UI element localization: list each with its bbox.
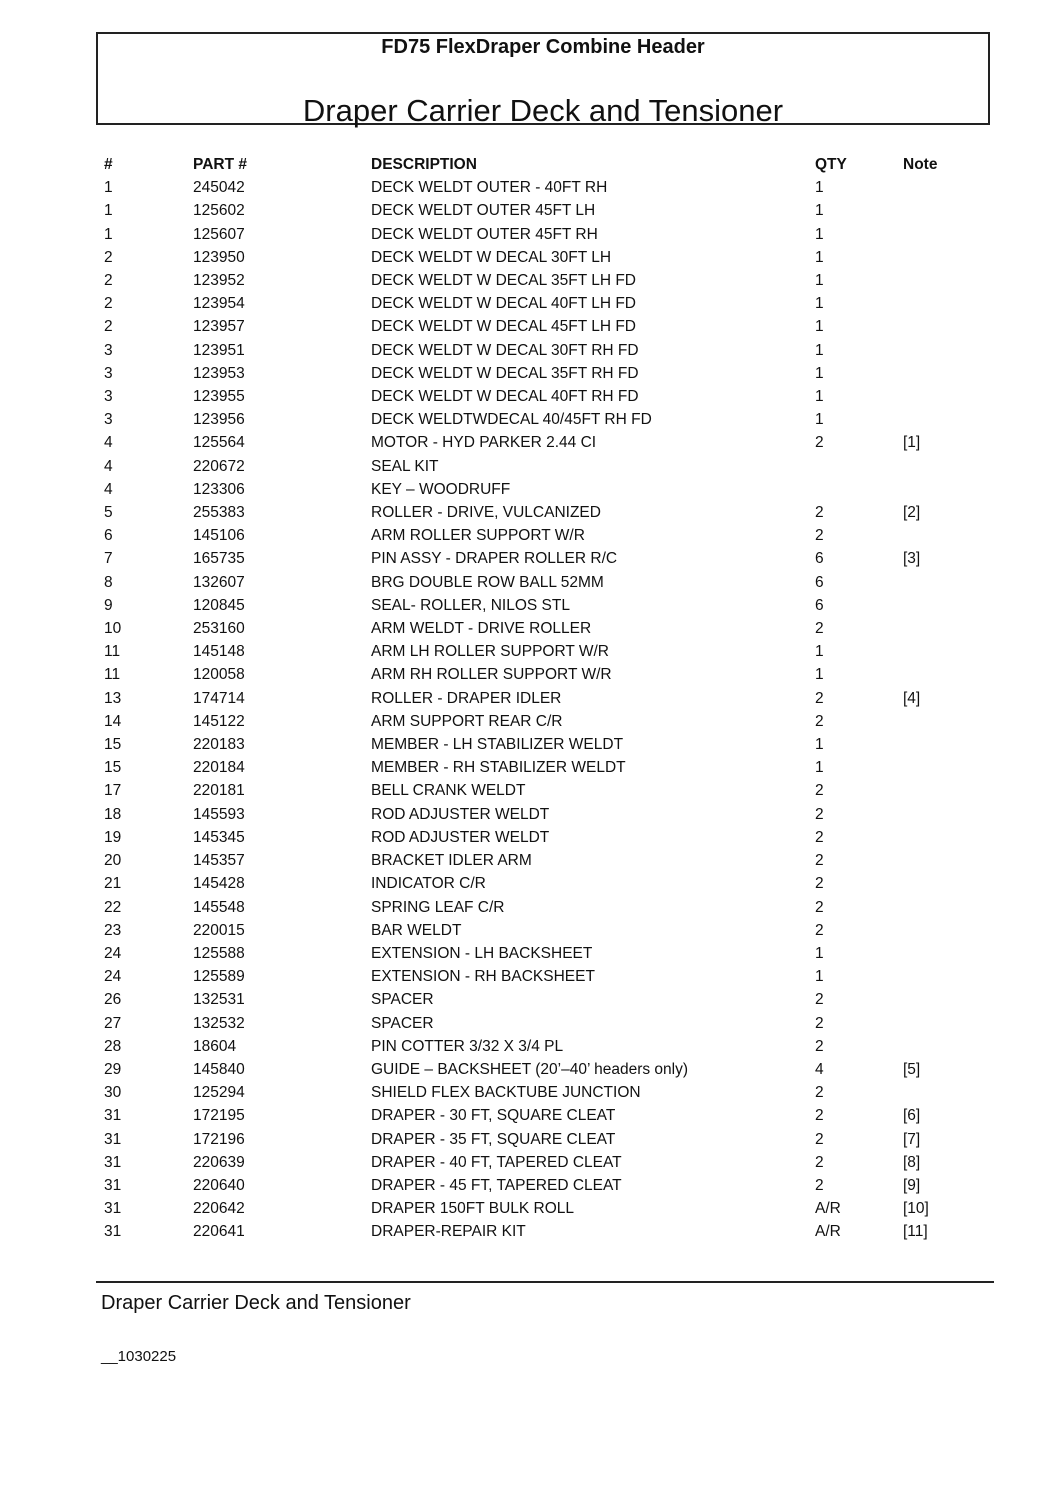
table-row [104,339,964,362]
table-row [104,315,964,338]
cell-part-number: 220181 [193,782,245,800]
cell-number: 4 [104,480,113,498]
cell-description: DRAPER - 35 FT, SQUARE CLEAT [371,1130,616,1148]
cell-note [903,849,964,872]
cell-part-number: 125607 [193,225,245,243]
cell-description: DRAPER - 45 FT, TAPERED CLEAT [371,1176,622,1194]
table-row [104,524,964,547]
table-row [104,1012,964,1035]
cell-description: DECK WELDT W DECAL 35FT RH FD [371,364,639,382]
cell-number: 24 [104,944,122,962]
cell-part-number: 125564 [193,434,245,452]
cell-number: 23 [104,921,122,939]
cell-number: 10 [104,620,122,638]
cell-qty: 1 [815,318,824,336]
table-row [104,594,964,617]
cell-number: 30 [104,1084,122,1102]
cell-description: KEY – WOODRUFF [371,480,511,498]
cell-description: DECK WELDT W DECAL 30FT LH [371,248,612,266]
cell-description: ARM ROLLER SUPPORT W/R [371,527,585,545]
cell-note [903,455,964,478]
cell-number: 8 [104,573,113,591]
cell-note [903,246,964,269]
parts-table-body [104,176,964,1243]
table-row [104,733,964,756]
table-row [104,779,964,802]
table-row [104,803,964,826]
table-row [104,687,964,710]
table-row [104,896,964,919]
cell-number: 2 [104,295,113,313]
cell-note [903,385,964,408]
cell-qty: 1 [815,295,824,313]
footer-divider [96,1281,994,1283]
table-row [104,663,964,686]
cell-part-number: 145428 [193,875,245,893]
table-row [104,199,964,222]
cell-note [903,896,964,919]
cell-description: DECK WELDT W DECAL 30FT RH FD [371,341,639,359]
cell-note [903,176,964,199]
cell-note: [9] [903,1176,921,1194]
cell-note [903,617,964,640]
cell-part-number: 165735 [193,550,245,568]
table-row [104,872,964,895]
cell-number: 4 [104,434,113,452]
cell-qty [815,478,903,501]
table-row [104,965,964,988]
cell-part-number: 125588 [193,944,245,962]
cell-description: ROLLER - DRIVE, VULCANIZED [371,504,601,522]
cell-qty: 1 [815,202,824,220]
cell-description: BRACKET IDLER ARM [371,852,532,870]
cell-part-number: 123951 [193,341,245,359]
cell-description: DECK WELDT W DECAL 45FT LH FD [371,318,636,336]
cell-qty: 2 [815,805,824,823]
cell-note: [4] [903,689,921,707]
cell-description: SEAL KIT [371,457,439,475]
cell-number: 3 [104,341,113,359]
cell-note [903,756,964,779]
cell-number: 6 [104,527,113,545]
cell-number: 31 [104,1223,122,1241]
table-row [104,547,964,570]
cell-description: BRG DOUBLE ROW BALL 52MM [371,573,604,591]
cell-part-number: 145106 [193,527,245,545]
cell-part-number: 145357 [193,852,245,870]
cell-note [903,826,964,849]
cell-description: MOTOR - HYD PARKER 2.44 CI [371,434,597,452]
cell-note [903,571,964,594]
cell-description: GUIDE – BACKSHEET (20’–40’ headers only) [371,1060,689,1078]
cell-number: 2 [104,248,113,266]
cell-part-number: 132531 [193,991,245,1009]
table-header-row [104,153,964,176]
cell-qty [815,455,903,478]
cell-part-number: 220639 [193,1153,245,1171]
cell-description: DRAPER - 30 FT, SQUARE CLEAT [371,1107,616,1125]
cell-qty: A/R [815,1200,841,1218]
cell-number: 19 [104,828,122,846]
cell-part-number: 18604 [193,1037,237,1055]
cell-part-number: 220642 [193,1200,245,1218]
cell-number: 9 [104,596,113,614]
cell-number: 3 [104,411,113,429]
cell-note [903,1081,964,1104]
cell-number: 31 [104,1200,122,1218]
cell-description: DECK WELDT W DECAL 35FT LH FD [371,272,636,290]
table-row [104,431,964,454]
cell-qty: 2 [815,991,824,1009]
cell-number: 31 [104,1153,122,1171]
cell-qty: 2 [815,782,824,800]
cell-qty: 1 [815,736,824,754]
cell-description: DECK WELDT OUTER - 40FT RH [371,179,608,197]
cell-description: DECK WELDTWDECAL 40/45FT RH FD [371,411,652,429]
table-row [104,223,964,246]
cell-qty: 1 [815,179,824,197]
cell-description: DECK WELDT OUTER 45FT RH [371,225,598,243]
cell-note [903,779,964,802]
cell-number: 31 [104,1107,122,1125]
cell-number: 13 [104,689,122,707]
cell-qty: 6 [815,573,824,591]
cell-number: 29 [104,1060,122,1078]
cell-note [903,919,964,942]
cell-number: 4 [104,457,113,475]
table-row [104,1197,964,1220]
table-row [104,1220,964,1243]
cell-qty: 2 [815,898,824,916]
cell-qty: 1 [815,643,824,661]
cell-number: 28 [104,1037,122,1055]
cell-note [903,965,964,988]
cell-number: 2 [104,272,113,290]
table-row [104,942,964,965]
footer-title: Draper Carrier Deck and Tensioner [101,1292,411,1314]
cell-description: DRAPER-REPAIR KIT [371,1223,526,1241]
cell-qty: 1 [815,968,824,986]
table-row [104,176,964,199]
cell-part-number: 245042 [193,179,245,197]
cell-number: 11 [104,666,121,684]
column-header-part: PART # [193,156,247,173]
cell-note [903,478,964,501]
cell-qty: A/R [815,1223,841,1241]
table-row [104,385,964,408]
cell-part-number: 123306 [193,480,245,498]
cell-number: 1 [104,225,113,243]
cell-note [903,733,964,756]
cell-qty: 1 [815,364,824,382]
table-row [104,501,964,524]
cell-note [903,710,964,733]
cell-qty: 2 [815,504,824,522]
cell-part-number: 125602 [193,202,245,220]
cell-note [903,942,964,965]
cell-note: [6] [903,1107,921,1125]
table-row [104,1128,964,1151]
cell-description: DRAPER - 40 FT, TAPERED CLEAT [371,1153,622,1171]
cell-part-number: 220183 [193,736,245,754]
cell-qty: 1 [815,225,824,243]
cell-part-number: 145148 [193,643,245,661]
cell-part-number: 123953 [193,364,245,382]
table-row [104,1151,964,1174]
cell-number: 14 [104,712,122,730]
cell-description: EXTENSION - LH BACKSHEET [371,944,593,962]
footer-code: __1030225 [101,1348,177,1365]
cell-part-number: 220015 [193,921,245,939]
cell-note: [7] [903,1130,921,1148]
cell-qty: 2 [815,1107,824,1125]
cell-description: BAR WELDT [371,921,462,939]
table-row [104,455,964,478]
cell-part-number: 132532 [193,1014,245,1032]
cell-note [903,1012,964,1035]
cell-part-number: 220672 [193,457,245,475]
cell-note: [1] [903,434,921,452]
cell-part-number: 123957 [193,318,245,336]
cell-qty: 2 [815,712,824,730]
cell-part-number: 172196 [193,1130,245,1148]
table-row [104,710,964,733]
cell-number: 24 [104,968,122,986]
cell-note: [2] [903,504,921,522]
table-row [104,362,964,385]
cell-description: PIN ASSY - DRAPER ROLLER R/C [371,550,618,568]
cell-part-number: 172195 [193,1107,245,1125]
cell-part-number: 145840 [193,1060,245,1078]
cell-number: 3 [104,388,113,406]
cell-description: EXTENSION - RH BACKSHEET [371,968,595,986]
cell-qty: 2 [815,852,824,870]
cell-note [903,988,964,1011]
cell-note [903,803,964,826]
table-row [104,246,964,269]
cell-note: [5] [903,1060,921,1078]
cell-part-number: 145593 [193,805,245,823]
cell-qty: 2 [815,434,824,452]
cell-qty: 1 [815,411,824,429]
cell-number: 31 [104,1176,122,1194]
table-row [104,408,964,431]
table-row [104,1081,964,1104]
cell-description: SPACER [371,1014,434,1032]
cell-part-number: 174714 [193,689,245,707]
table-row [104,571,964,594]
cell-part-number: 120845 [193,596,245,614]
cell-description: SEAL- ROLLER, NILOS STL [371,596,570,614]
cell-number: 11 [104,643,121,661]
table-row [104,849,964,872]
cell-qty: 1 [815,666,824,684]
cell-qty: 2 [815,620,824,638]
document-subtitle: FD75 FlexDraper Combine Header [381,36,705,58]
cell-number: 20 [104,852,122,870]
cell-qty: 2 [815,1153,824,1171]
cell-qty: 6 [815,596,824,614]
cell-note [903,594,964,617]
cell-number: 22 [104,898,122,916]
cell-number: 26 [104,991,122,1009]
cell-description: ROLLER - DRAPER IDLER [371,689,562,707]
table-row [104,1104,964,1127]
cell-part-number: 220641 [193,1223,245,1241]
cell-description: ARM SUPPORT REAR C/R [371,712,563,730]
cell-note [903,199,964,222]
cell-description: MEMBER - RH STABILIZER WELDT [371,759,626,777]
cell-note: [3] [903,550,921,568]
cell-note [903,524,964,547]
cell-description: ROD ADJUSTER WELDT [371,805,550,823]
cell-description: ROD ADJUSTER WELDT [371,828,550,846]
cell-qty: 1 [815,944,824,962]
cell-part-number: 125294 [193,1084,245,1102]
table-row [104,1174,964,1197]
cell-description: BELL CRANK WELDT [371,782,526,800]
cell-description: DECK WELDT W DECAL 40FT LH FD [371,295,636,313]
table-row [104,988,964,1011]
document-header [96,32,990,128]
cell-qty: 2 [815,1176,824,1194]
cell-part-number: 123952 [193,272,245,290]
cell-part-number: 125589 [193,968,245,986]
parts-table [104,153,964,1244]
cell-qty: 2 [815,1084,824,1102]
table-row [104,478,964,501]
cell-qty: 2 [815,1130,824,1148]
cell-note [903,223,964,246]
cell-note [903,339,964,362]
cell-note [903,362,964,385]
cell-description: ARM LH ROLLER SUPPORT W/R [371,643,610,661]
cell-number: 15 [104,759,122,777]
table-row [104,617,964,640]
column-header-note: Note [903,156,938,173]
cell-description: SHIELD FLEX BACKTUBE JUNCTION [371,1084,641,1102]
cell-number: 7 [104,550,113,568]
cell-note [903,292,964,315]
cell-note: [10] [903,1200,929,1218]
table-row [104,826,964,849]
cell-part-number: 145345 [193,828,245,846]
cell-description: ARM WELDT - DRIVE ROLLER [371,620,592,638]
cell-description: INDICATOR C/R [371,875,486,893]
cell-note [903,408,964,431]
cell-description: SPRING LEAF C/R [371,898,505,916]
cell-note [903,872,964,895]
cell-number: 1 [104,202,113,220]
table-row [104,919,964,942]
cell-note [903,663,964,686]
cell-note [903,269,964,292]
document-title: Draper Carrier Deck and Tensioner [302,93,784,128]
cell-part-number: 123955 [193,388,245,406]
cell-qty: 2 [815,875,824,893]
cell-number: 3 [104,364,113,382]
cell-description: SPACER [371,991,434,1009]
cell-qty: 1 [815,272,824,290]
cell-part-number: 132607 [193,573,245,591]
cell-part-number: 253160 [193,620,245,638]
cell-part-number: 123956 [193,411,245,429]
cell-qty: 1 [815,388,824,406]
column-header-qty: QTY [815,156,847,173]
cell-number: 21 [104,875,122,893]
table-row [104,1058,964,1081]
table-row [104,640,964,663]
cell-number: 15 [104,736,122,754]
column-header-number: # [104,156,113,173]
cell-note: [11] [903,1223,928,1241]
cell-number: 18 [104,805,122,823]
cell-qty: 2 [815,527,824,545]
table-row [104,292,964,315]
table-row [104,756,964,779]
cell-qty: 2 [815,1014,824,1032]
cell-note [903,640,964,663]
cell-description: DECK WELDT OUTER 45FT LH [371,202,596,220]
cell-qty: 2 [815,1037,824,1055]
cell-qty: 2 [815,828,824,846]
cell-part-number: 220184 [193,759,245,777]
cell-number: 31 [104,1130,122,1148]
cell-description: DRAPER 150FT BULK ROLL [371,1200,575,1218]
cell-number: 2 [104,318,113,336]
table-row [104,1035,964,1058]
cell-part-number: 123954 [193,295,245,313]
cell-part-number: 145122 [193,712,245,730]
cell-description: DECK WELDT W DECAL 40FT RH FD [371,388,639,406]
cell-qty: 4 [815,1060,824,1078]
cell-qty: 2 [815,689,824,707]
cell-part-number: 220640 [193,1176,245,1194]
cell-part-number: 145548 [193,898,245,916]
cell-note: [8] [903,1153,921,1171]
cell-number: 27 [104,1014,122,1032]
cell-description: MEMBER - LH STABILIZER WELDT [371,736,624,754]
cell-description: ARM RH ROLLER SUPPORT W/R [371,666,612,684]
cell-part-number: 120058 [193,666,245,684]
cell-number: 1 [104,179,113,197]
cell-qty: 1 [815,248,824,266]
cell-description: PIN COTTER 3/32 X 3/4 PL [371,1037,564,1055]
cell-qty: 2 [815,921,824,939]
cell-note [903,315,964,338]
cell-qty: 1 [815,341,824,359]
column-header-description: DESCRIPTION [371,156,477,173]
cell-part-number: 123950 [193,248,245,266]
cell-note [903,1035,964,1058]
cell-number: 17 [104,782,122,800]
table-row [104,269,964,292]
cell-part-number: 255383 [193,504,245,522]
cell-number: 5 [104,504,113,522]
cell-qty: 1 [815,759,824,777]
cell-qty: 6 [815,550,824,568]
